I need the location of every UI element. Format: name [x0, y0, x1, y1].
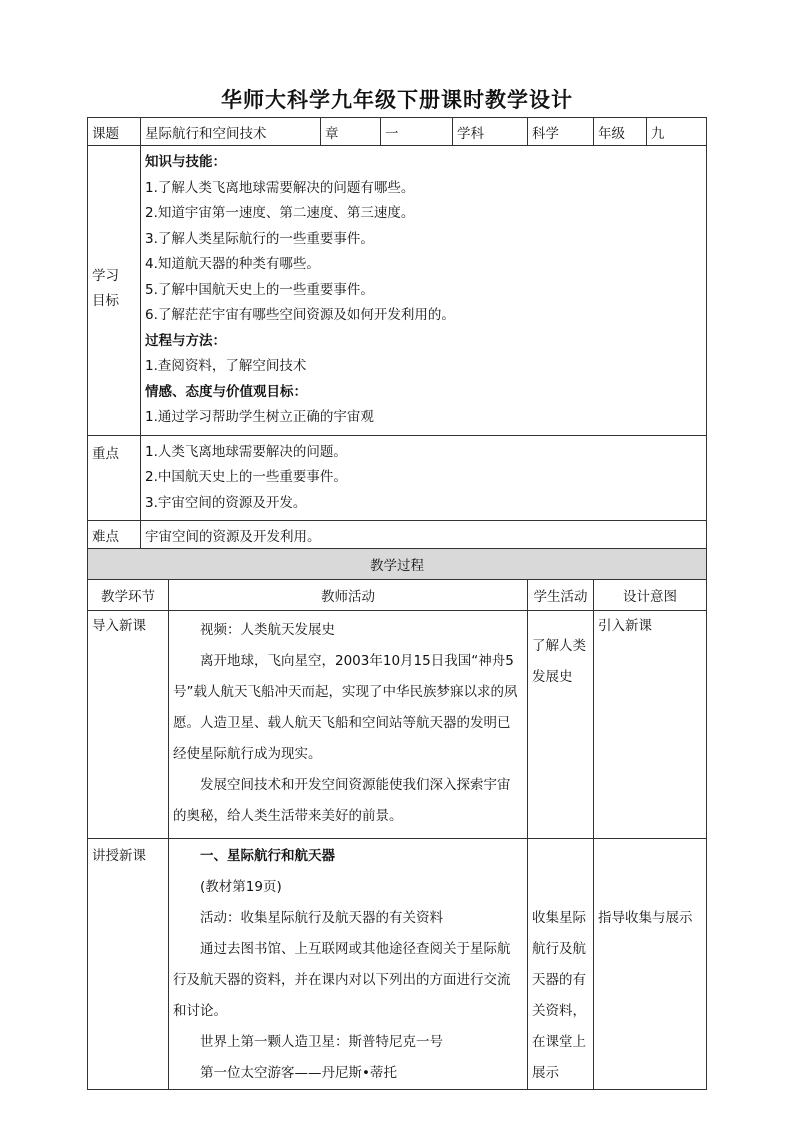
list-item: 1.查阅资料，了解空间技术 [145, 358, 307, 374]
paragraph: 世界上第一颗人造卫星：斯普特尼克一号 [200, 1034, 443, 1050]
discipline-label: 学科 [453, 118, 528, 146]
intro-student: 了解人类发展史 [528, 611, 594, 839]
grade-label: 年级 [594, 118, 647, 146]
list-item: 6.了解茫茫宇宙有哪些空间资源及如何开发利用的。 [145, 307, 455, 323]
section-heading: 一、星际航行和航天器 [200, 848, 335, 864]
goals-content [141, 146, 707, 436]
key-points-content [141, 435, 707, 521]
intro-row [88, 611, 707, 839]
key-points-label: 重点 [88, 435, 141, 521]
difficulty-label: 难点 [88, 521, 141, 549]
difficulty-row [88, 521, 707, 549]
discipline-value: 科学 [528, 118, 594, 146]
lecture-teacher [169, 839, 528, 1090]
process-heading: 过程与方法： [145, 332, 226, 349]
key-points-row [88, 435, 707, 521]
chapter-value: 一 [381, 118, 453, 146]
subject-value: 星际航行和空间技术 [141, 118, 321, 146]
lecture-student: 收集星际航行及航天器的有关资料，在课堂上展示 [528, 839, 594, 1090]
list-item: 2.知道宇宙第一速度、第二速度、第三速度。 [145, 205, 415, 221]
lecture-row [88, 839, 707, 1090]
process-section-title: 教学过程 [88, 549, 707, 580]
paragraph: 视频：人类航天发展史 [200, 622, 335, 638]
difficulty-text: 宇宙空间的资源及开发利用。 [141, 521, 707, 549]
list-item: 5.了解中国航天史上的一些重要事件。 [145, 281, 374, 298]
page-title: 华师大科学九年级下册课时教学设计 [221, 88, 573, 112]
lecture-stage: 讲授新课 [88, 839, 169, 1090]
paragraph: 通过去图书馆、上互联网或其他途径查阅关于星际航行及航天器的资料，并在课内对以下列出的方面进行交流和讨论。 [173, 941, 511, 1019]
list-item: 4.知道航天器的种类有哪些。 [145, 256, 320, 272]
intro-stage: 导入新课 [88, 611, 169, 839]
goals-label: 学习 目标 [88, 146, 141, 436]
goals-row [88, 146, 707, 436]
column-header-teacher: 教师活动 [169, 580, 528, 611]
list-item: 3.了解人类星际航行的一些重要事件。 [145, 230, 374, 247]
list-item: 3.宇宙空间的资源及开发。 [145, 494, 307, 511]
list-item: 1.人类飞离地球需要解决的问题。 [145, 443, 347, 460]
lecture-intent: 指导收集与展示 [594, 839, 707, 1090]
header-row [88, 118, 707, 146]
knowledge-heading: 知识与技能： [145, 154, 226, 170]
process-title-row [88, 549, 707, 580]
subject-label: 课题 [88, 118, 141, 146]
intro-teacher [169, 611, 528, 839]
list-item: 1.通过学习帮助学生树立正确的宇宙观 [145, 409, 374, 425]
column-header-stage: 教学环节 [88, 580, 169, 611]
paragraph: 离开地球，飞向星空，2003年10月15日我国“神舟5号”载人航天飞船冲天而起，实现了中华民族梦寐以求的夙愿。人造卫星、载人航天飞船和空间站等航天器的发明已经使星际航行成为现实。 [173, 653, 518, 762]
chapter-label: 章 [321, 118, 381, 146]
lesson-plan-table [87, 117, 707, 1090]
emotion-heading: 情感、态度与价值观目标： [145, 383, 307, 400]
list-item: 2.中国航天史上的一些重要事件。 [145, 469, 347, 485]
intro-intent: 引入新课 [594, 611, 707, 839]
paragraph: 活动：收集星际航行及航天器的有关资料 [200, 910, 443, 926]
column-header-intent: 设计意图 [594, 580, 707, 611]
paragraph: (教材第19页) [200, 879, 282, 895]
paragraph: 第一位太空游客——丹尼斯•蒂托 [200, 1065, 397, 1081]
process-header-row [88, 580, 707, 611]
grade-value: 九 [647, 118, 707, 146]
paragraph: 发展空间技术和开发空间资源能使我们深入探索宇宙的奥秘，给人类生活带来美好的前景。 [173, 777, 511, 824]
list-item: 1.了解人类飞离地球需要解决的问题有哪些。 [145, 179, 415, 196]
column-header-student: 学生活动 [528, 580, 594, 611]
